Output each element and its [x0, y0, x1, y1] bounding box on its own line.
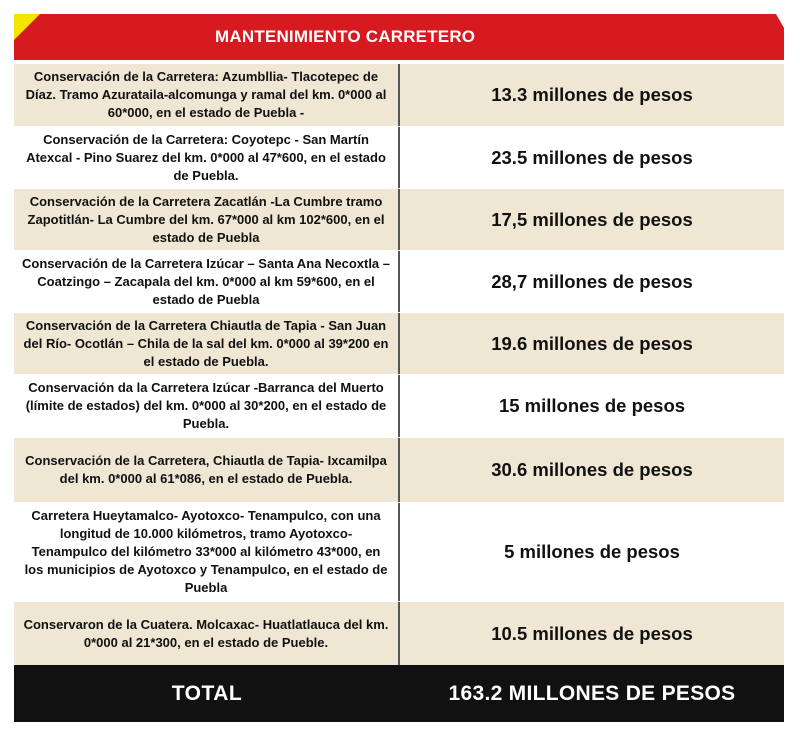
total-value: 163.2 MILLONES DE PESOS — [448, 681, 736, 705]
table-row — [14, 438, 784, 503]
row-amount: 30.6 millones de pesos — [491, 459, 693, 480]
row-amount: 10.5 millones de pesos — [491, 622, 693, 644]
table-row — [14, 503, 784, 602]
corner-accent — [14, 14, 40, 40]
table-row — [14, 127, 784, 189]
table-row — [14, 189, 784, 251]
row-amount: 5 millones de pesos — [504, 541, 680, 562]
table-row — [14, 313, 784, 375]
row-description: Conservación de la Carretera: Azumbllia- Tlacotepec de Díaz. Tramo Azurataila-alcomunga y ramal del km. 0*000 al 60*000, en el estado de Puebla - — [14, 64, 400, 126]
table-row — [14, 64, 784, 127]
row-description: Conservación de la Carretera: Coyotepc - San Martín Atexcal - Pino Suarez del km. 0*000 al 47*600, en el estado de Puebla. — [14, 127, 400, 188]
row-amount: 28,7 millones de pesos — [491, 270, 693, 292]
row-amount: 13.3 millones de pesos — [491, 84, 693, 105]
row-description: Carretera Hueytamalco- Ayotoxco- Tenampulco, con una longitud de 10.000 kilómetros, tramo Ayotoxco- Tenampulco del kilómetro 33*000 al kilómetro 43*000, en los municipios de Ayotoxco y Tenampulco, en el estado de Puebla — [14, 503, 400, 601]
row-description: Conservación de la Carretera Izúcar – Santa Ana Necoxtla – Coatzingo – Zacapala del km. 0*000 al km 59*600, en el estado de Puebla — [14, 251, 400, 312]
total-label: TOTAL — [171, 681, 243, 705]
row-description: Conservación de la Carretera Chiautla de Tapia - San Juan del Río- Ocotlán – Chila de la sal del km. 0*000 al 39*200 en el estado de Puebla. — [14, 313, 400, 374]
budget-table — [14, 63, 784, 666]
row-amount: 17,5 millones de pesos — [491, 208, 693, 230]
row-description: Conservaron de la Cuatera. Molcaxac- Huatlatlauca del km. 0*000 al 21*300, en el estado de Pueble. — [14, 602, 400, 665]
page-title: MANTENIMIENTO CARRETERO — [215, 27, 476, 46]
row-description: Conservación da la Carretera Izúcar -Barranca del Muerto (límite de estados) del km. 0*000 al 30*200, en el estado de Puebla. — [14, 375, 400, 437]
row-description: Conservación de la Carretera Zacatlán -La Cumbre tramo Zapotitlán- La Cumbre del km. 67*000 al km 102*600, en el estado de Puebla — [14, 189, 400, 250]
row-description: Conservación de la Carretera, Chiautla de Tapia- Ixcamilpa del km. 0*000 al 61*086, en el estado de Puebla. — [14, 438, 400, 502]
table-row — [14, 251, 784, 313]
row-amount: 23.5 millones de pesos — [491, 146, 693, 168]
table-row — [14, 375, 784, 438]
table-row — [14, 602, 784, 666]
row-amount: 15 millones de pesos — [498, 395, 686, 416]
total-row — [14, 665, 784, 722]
row-amount: 19.6 millones de pesos — [491, 332, 693, 354]
